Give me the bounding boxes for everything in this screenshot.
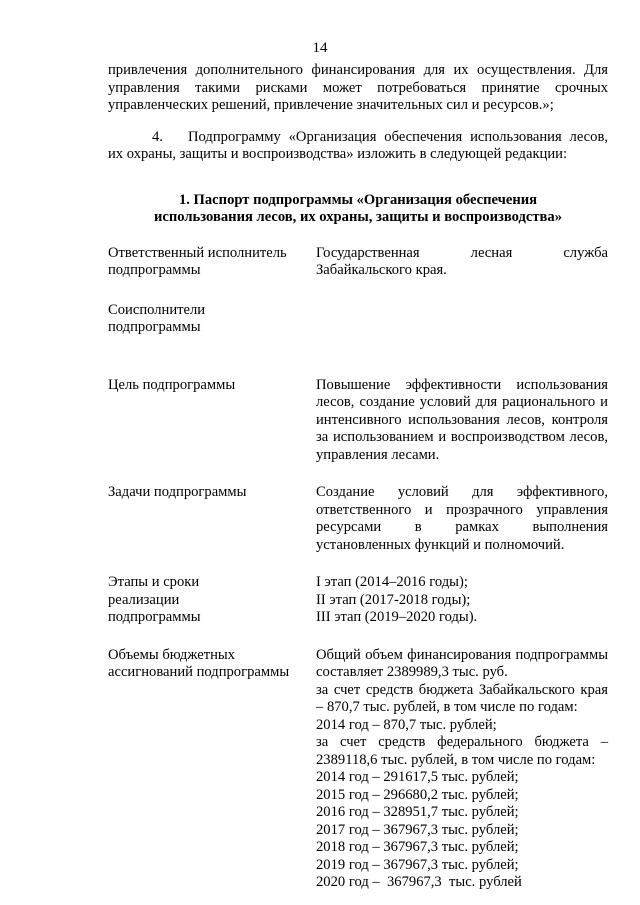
passport-row-budget [108,647,608,892]
page-number: 14 [312,40,328,56]
budget-total: Общий объем финансирования подпрограммы составляет 2389989,3 тыс. руб. [316,646,608,680]
intro-paragraph: привлечения дополнительного финансирования для их осуществления. Для управления такими рисками может потребоваться принятие срочных управленческих решений, привлечение значительных сил и ресурсов.»; [108,62,608,113]
budget-label: Объемы бюджетных ассигнований подпрограммы [108,646,290,680]
coexecutors-label: Соисполнители подпрограммы [108,301,206,335]
budget-federal-year: 2020 год – 367967,3 тыс. рублей [316,874,522,890]
budget-value [316,647,608,892]
passport-row-tasks [108,484,608,574]
responsible-value: Государственная лесная служба Забайкальского края. [316,244,608,278]
coexecutors-value [316,302,608,377]
item-4-paragraph [108,129,608,164]
budget-federal-year: 2016 год – 328951,7 тыс. рублей; [316,804,519,820]
responsible-label: Ответственный исполнитель подпрограммы [108,244,287,278]
passport-row-responsible [108,245,608,302]
passport-row-stages [108,574,608,647]
stages-label: Этапы и сроки реализации подпрограммы [108,574,201,625]
budget-federal-year: 2018 год – 367967,3 тыс. рублей; [316,839,519,855]
passport-table [108,245,608,892]
budget-federal-year: 2017 год – 367967,3 тыс. рублей; [316,821,519,838]
tasks-label: Задачи подпрограммы [108,484,247,500]
budget-federal-year: 2014 год – 291617,5 тыс. рублей; [316,769,519,785]
item-4-text: Подпрограмму «Организация обеспечения использования лесов, их охраны, защиты и воспроизводства» изложить в следующей редакции: [108,128,608,162]
goal-label: Цель подпрограммы [108,376,236,393]
budget-federal: за счет средств федерального бюджета – 2389118,6 тыс. рублей, в том числе по годам: [316,734,608,768]
budget-federal-year: 2015 год – 296680,2 тыс. рублей; [316,786,519,803]
budget-regional-year: 2014 год – 870,7 тыс. рублей; [316,716,497,733]
item-4-number: 4. [152,128,163,145]
budget-regional: за счет средств бюджета Забайкальского края – 870,7 тыс. рублей, в том числе по годам: [316,681,608,715]
stage-line: III этап (2019–2020 годы). [316,609,478,625]
goal-value: Повышение эффективности использования лесов, создание условий для рационального и интенсивного использования лесов, контроля за использованием и воспроизводством лесов, управления лесами. [316,376,608,463]
stage-line: II этап (2017-2018 годы); [316,591,471,608]
section-title: 1. Паспорт подпрограммы «Организация обеспечения использования лесов, их охраны, защиты и воспроизводства» [153,191,563,225]
tasks-value: Создание условий для эффективного, ответственного и прозрачного управления ресурсами в рамках выполнения установленных функций и полномочий. [316,484,608,553]
budget-federal-year: 2019 год – 367967,3 тыс. рублей; [316,856,519,873]
passport-row-goal [108,377,608,485]
stages-value [316,574,608,647]
document-body [108,62,608,892]
stage-line: I этап (2014–2016 годы); [316,574,468,590]
passport-row-coexecutors [108,302,608,377]
